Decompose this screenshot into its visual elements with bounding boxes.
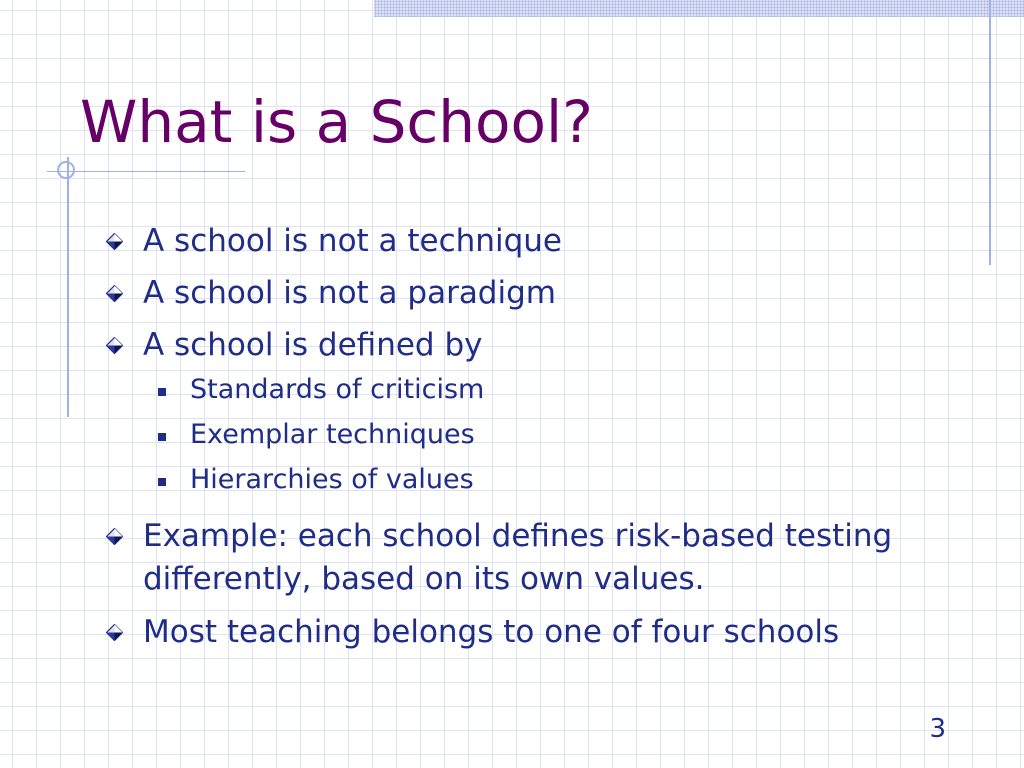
bullet-list-continued	[104, 512, 1004, 663]
slide-title: What is a School?	[80, 88, 593, 156]
sub-bullet-text: Exemplar techniques	[190, 419, 475, 450]
bullet-item	[104, 272, 1004, 314]
square-icon	[158, 433, 166, 441]
diamond-icon	[106, 528, 123, 545]
diamond-icon	[106, 337, 123, 354]
top-decorative-band	[374, 0, 1024, 17]
bullet-text: A school is defined by	[143, 327, 483, 363]
diamond-icon	[106, 233, 123, 250]
bullet-list	[104, 220, 1004, 376]
bullet-item	[104, 220, 1004, 262]
bullet-item	[104, 611, 1004, 653]
left-decorative-rule	[67, 157, 69, 417]
bullet-text: A school is not a technique	[143, 223, 562, 259]
bullet-text: Most teaching belongs to one of four schools	[143, 614, 840, 650]
slide-number: 3	[929, 714, 946, 744]
title-ring-ornament	[57, 161, 75, 179]
sub-bullet-text: Hierarchies of values	[190, 464, 474, 495]
sub-bullet-item	[148, 457, 1024, 502]
sub-bullet-item	[148, 412, 1024, 457]
diamond-icon	[106, 285, 123, 302]
title-underline-rule	[47, 171, 245, 172]
sub-bullet-text: Standards of criticism	[190, 374, 485, 405]
diamond-icon	[106, 624, 123, 641]
bullet-item	[104, 515, 933, 601]
bullet-text: Example: each school defines risk-based testing differently, based on its own values.	[143, 518, 893, 597]
bullet-text: A school is not a paradigm	[143, 275, 556, 311]
bullet-item	[104, 324, 1004, 366]
square-icon	[158, 478, 166, 486]
sub-bullet-list	[104, 367, 1024, 502]
square-icon	[158, 388, 166, 396]
sub-bullet-item	[148, 367, 1024, 412]
